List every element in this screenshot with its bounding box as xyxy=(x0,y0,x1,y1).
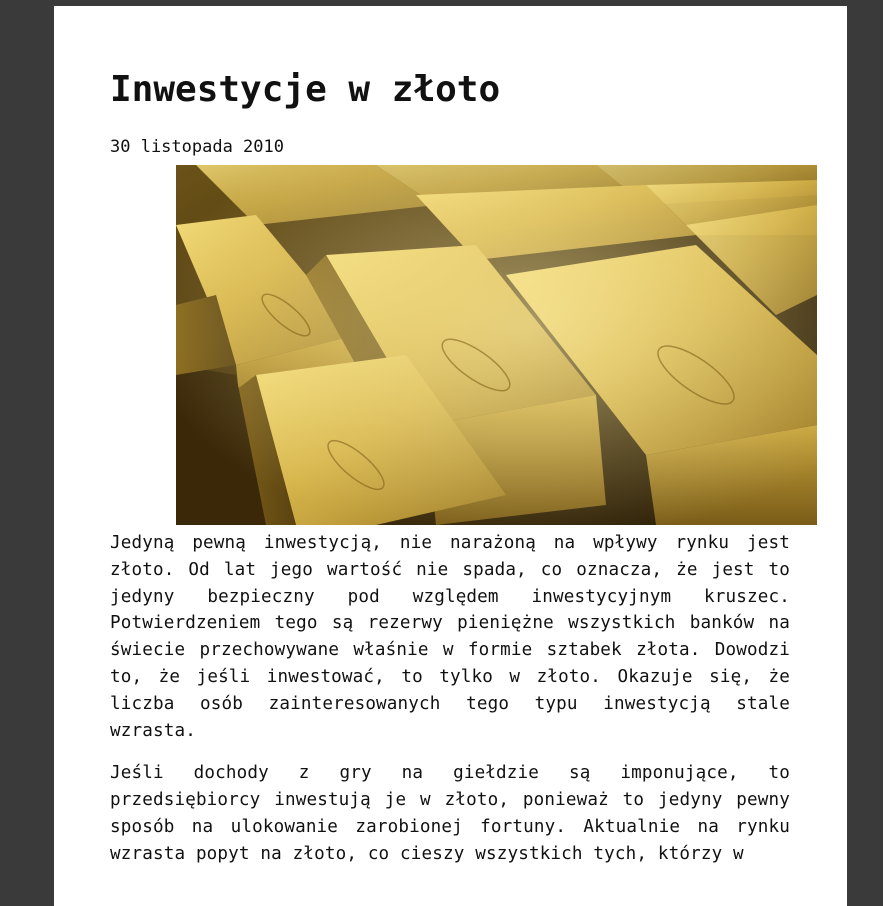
page-title: Inwestycje w złoto xyxy=(110,69,501,110)
gold-bars-illustration xyxy=(176,165,817,525)
gold-bars-image xyxy=(176,165,817,525)
article-body xyxy=(110,530,790,884)
article-date: 30 listopada 2010 xyxy=(110,137,284,157)
paragraph: Jeśli dochody z gry na giełdzie są imponujące, to przedsiębiorcy inwestują je w złoto, ponieważ to jedyny pewny sposób na ulokowanie zarobionej fortuny. Aktualnie na rynku wzrasta popyt na złoto, co cieszy wszystkich tych, którzy w xyxy=(110,763,790,864)
document-page xyxy=(54,6,847,906)
paragraph: Jedyną pewną inwestycją, nie narażoną na wpływy rynku jest złoto. Od lat jego wartość nie spada, co oznacza, że jest to jedyny bezpieczny pod względem inwestycyjnym kruszec. Potwierdzeniem tego są rezerwy pieniężne wszystkich banków na świecie przechowywane właśnie w formie sztabek złota. Dowodzi to, że jeśli inwestować, to tylko w złoto. Okazuje się, że liczba osób zainteresowanych tego typu inwestycją stale wzrasta. xyxy=(110,533,790,741)
